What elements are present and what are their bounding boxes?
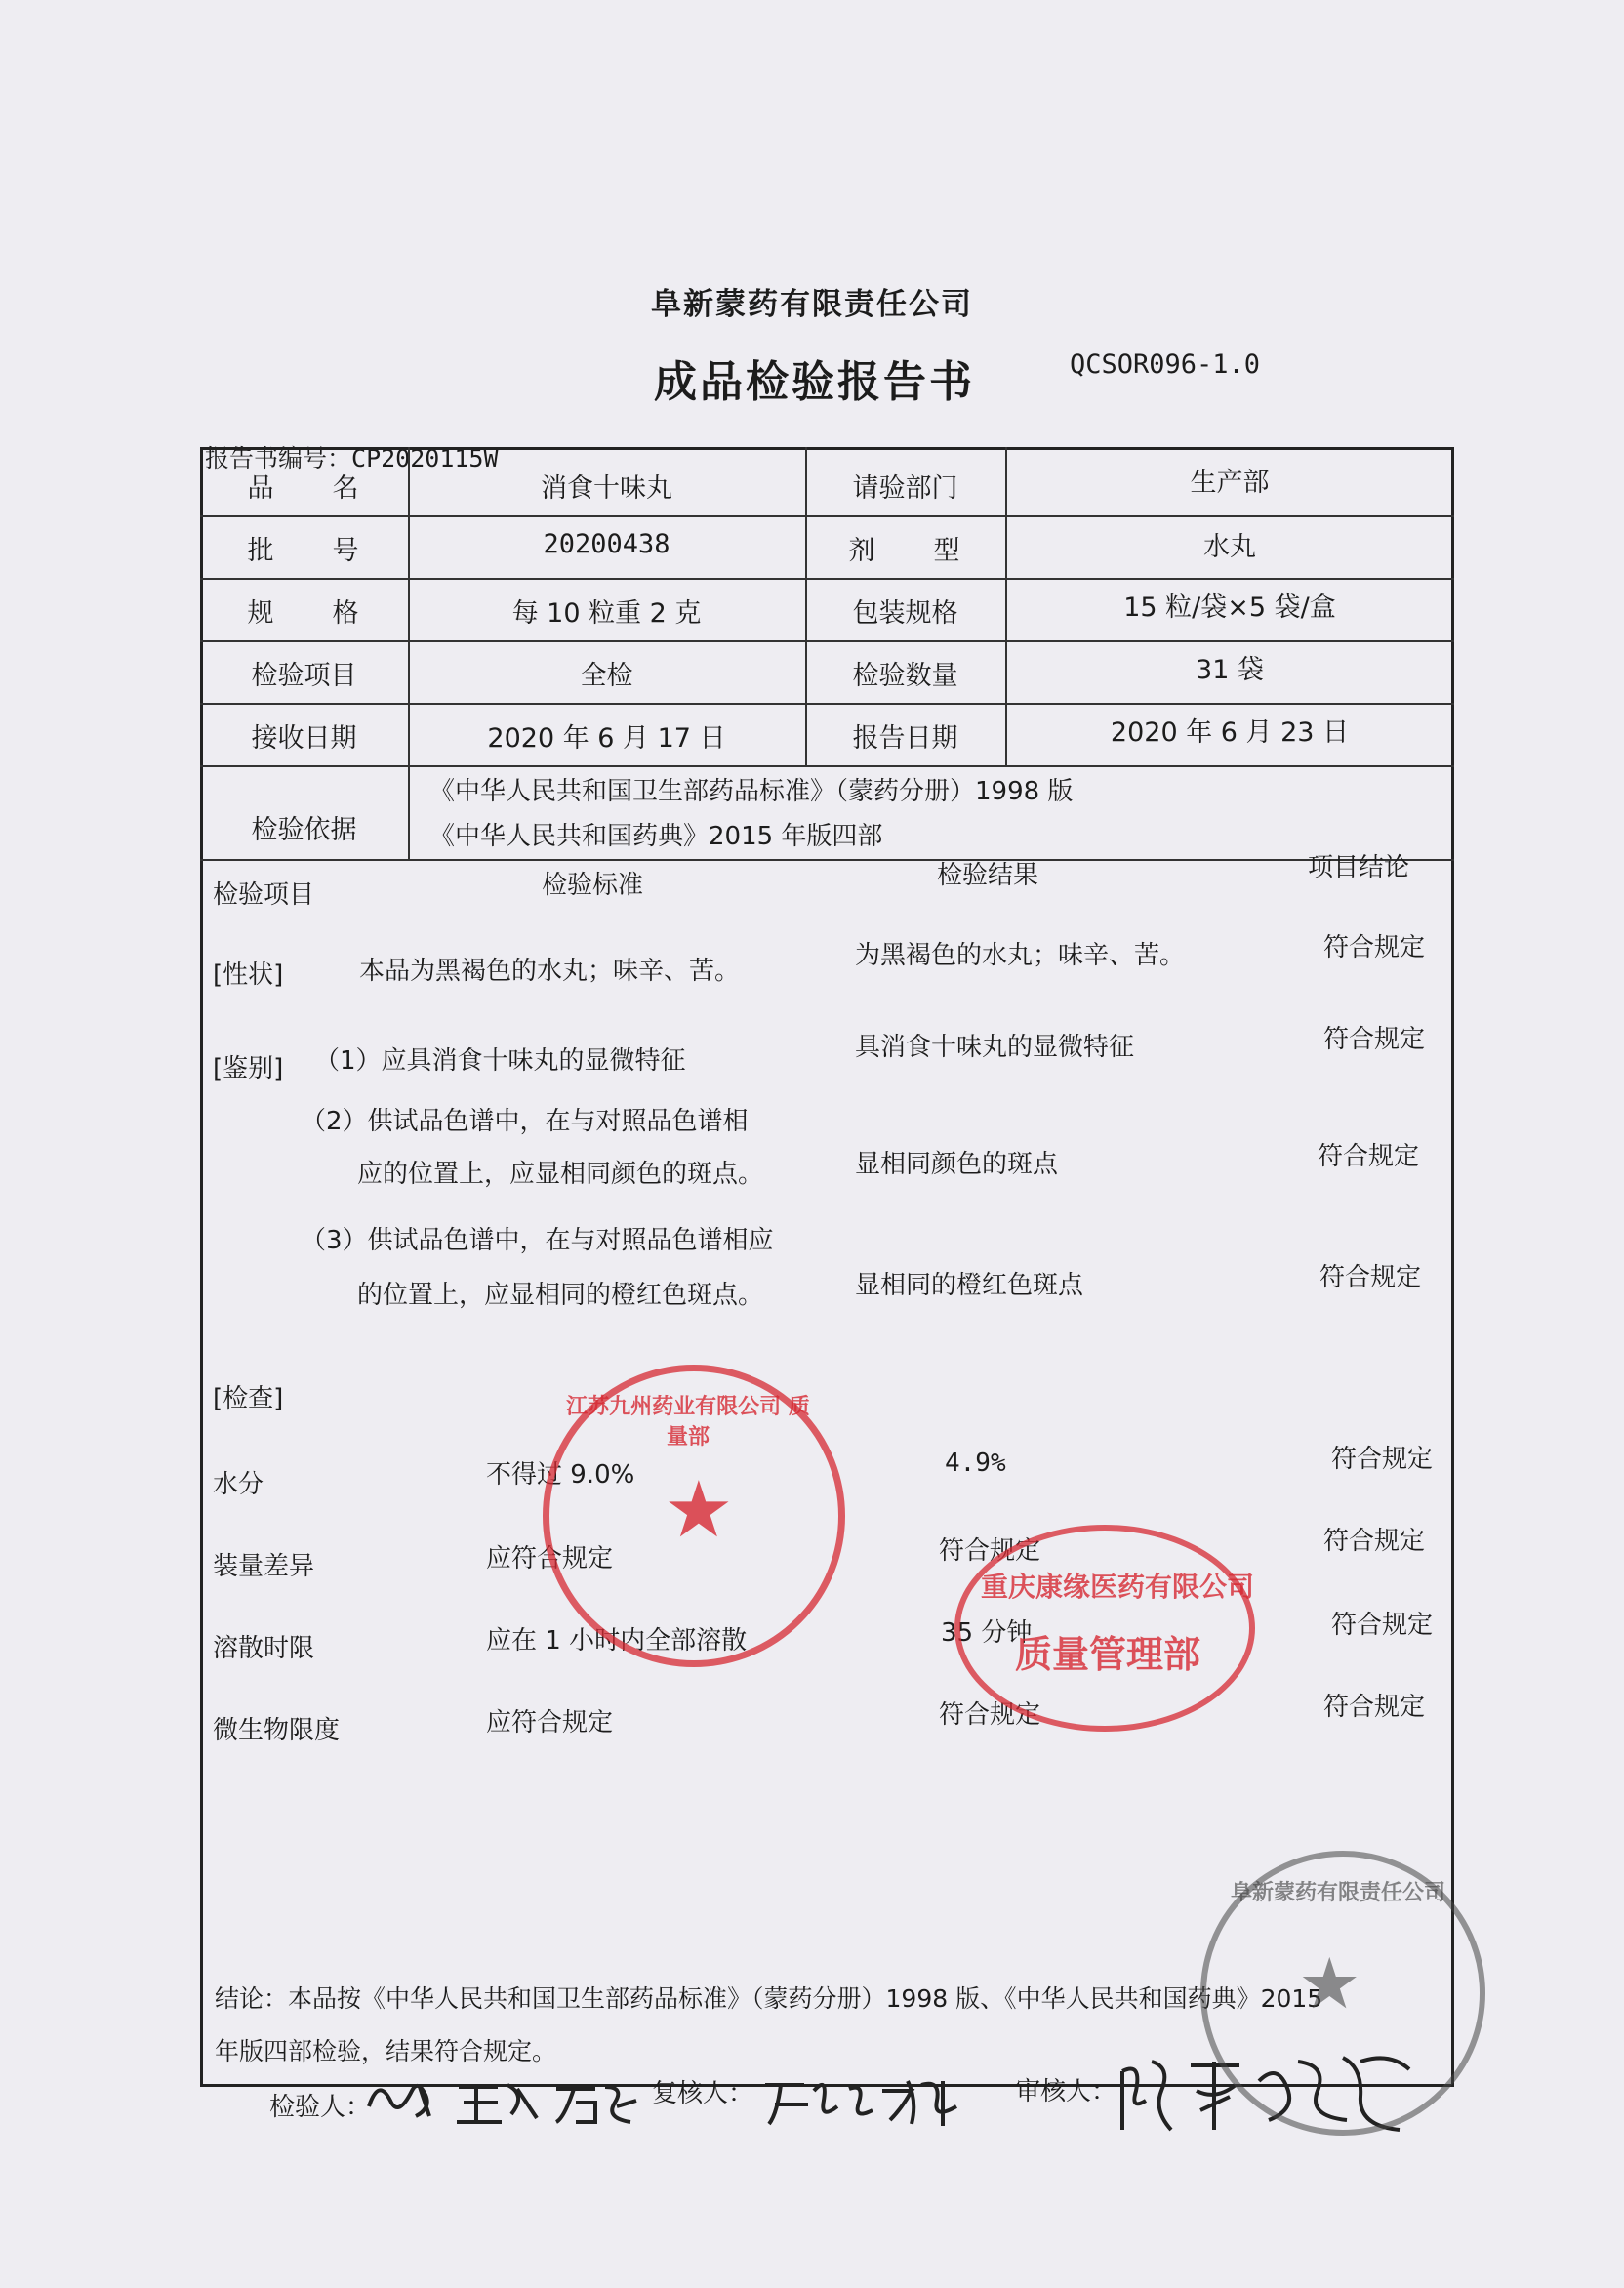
grid-line bbox=[200, 703, 1454, 705]
stamp-3-text: 阜新蒙药有限责任公司 bbox=[1230, 1881, 1445, 1905]
check-standard: 不得过 9.0% bbox=[486, 1460, 635, 1490]
check-standard: 应在 1 小时内全部溶散 bbox=[486, 1626, 748, 1655]
value-dept: 生产部 bbox=[1190, 468, 1270, 498]
grid-line bbox=[200, 578, 1454, 580]
inspector-signature bbox=[361, 2067, 654, 2136]
ident-result-3: 显相同的橙红色斑点 bbox=[855, 1271, 1084, 1300]
check-conclusion: 符合规定 bbox=[1331, 1445, 1434, 1474]
col-result: 检验结果 bbox=[937, 861, 1039, 890]
value-item: 全检 bbox=[580, 661, 633, 691]
check-item: 装量差异 bbox=[213, 1552, 315, 1581]
grid-line bbox=[200, 859, 1454, 861]
approver-label: 审核人： bbox=[1015, 2077, 1117, 2106]
basis-line-1: 《中华人民共和国卫生部药品标准》（蒙药分册）1998 版 bbox=[429, 777, 1074, 806]
label-basis: 检验依据 bbox=[251, 815, 357, 845]
report-number-value: CP2020115W bbox=[351, 444, 499, 472]
stamp-2-text-bottom: 质量管理部 bbox=[1015, 1633, 1201, 1676]
ident-conclusion-2: 符合规定 bbox=[1318, 1142, 1420, 1171]
stamp-1-text: 江苏九州药业有限公司 质量部 bbox=[566, 1395, 810, 1450]
stamp-2-text-top: 重庆康缘医药有限公司 bbox=[981, 1571, 1255, 1603]
check-conclusion: 符合规定 bbox=[1323, 1693, 1426, 1722]
label-recv: 接收日期 bbox=[251, 723, 357, 754]
traits-conclusion: 符合规定 bbox=[1323, 933, 1426, 962]
label-batch: 批 号 bbox=[247, 536, 361, 566]
reviewer-label: 复核人： bbox=[652, 2079, 754, 2108]
conclusion-line-2: 年版四部检验，结果符合规定。 bbox=[215, 2037, 557, 2065]
grid-line bbox=[200, 765, 1454, 767]
grid-line bbox=[200, 640, 1454, 642]
check-item: 微生物限度 bbox=[213, 1716, 341, 1745]
check-conclusion: 符合规定 bbox=[1323, 1527, 1426, 1556]
label-spec: 规 格 bbox=[247, 598, 361, 629]
stamp-3-star-icon: ★ bbox=[1298, 1942, 1361, 2024]
inspector-label: 检验人： bbox=[269, 2093, 372, 2122]
ident-result-2: 显相同颜色的斑点 bbox=[855, 1150, 1059, 1179]
value-form: 水丸 bbox=[1203, 532, 1256, 562]
label-form: 剂 型 bbox=[848, 536, 962, 566]
check-result: 4.9% bbox=[945, 1449, 1006, 1478]
check-standard: 应符合规定 bbox=[486, 1544, 614, 1573]
reviewer-signature bbox=[761, 2062, 966, 2140]
value-report-date: 2020 年 6 月 23 日 bbox=[1110, 717, 1350, 748]
traits-standard: 本品为黑褐色的水丸；味辛、苦。 bbox=[359, 957, 741, 986]
check-result: 符合规定 bbox=[939, 1536, 1041, 1566]
ident-standard-3a: （3）供试品色谱中，在与对照品色谱相应 bbox=[301, 1226, 774, 1255]
value-name: 消食十味丸 bbox=[541, 473, 672, 504]
check-result: 35 分钟 bbox=[941, 1618, 1033, 1648]
ident-conclusion-1: 符合规定 bbox=[1323, 1025, 1426, 1054]
ident-standard-2a: （2）供试品色谱中，在与对照品色谱相 bbox=[301, 1107, 749, 1136]
report-number-label: 报告书编号： bbox=[205, 444, 352, 472]
ident-result-1: 具消食十味丸的显微特征 bbox=[855, 1033, 1135, 1062]
ident-conclusion-3: 符合规定 bbox=[1320, 1263, 1422, 1292]
report-frame bbox=[200, 447, 1454, 2087]
ident-standard-3b: 的位置上，应显相同的橙红色斑点。 bbox=[357, 1281, 764, 1310]
label-item: 检验项目 bbox=[251, 661, 357, 691]
ident-label: [鉴别] bbox=[213, 1054, 284, 1083]
col-conclusion: 项目结论 bbox=[1308, 853, 1410, 882]
value-qty: 31 袋 bbox=[1196, 655, 1264, 685]
value-spec: 每 10 粒重 2 克 bbox=[511, 598, 702, 629]
label-qty: 检验数量 bbox=[852, 661, 958, 691]
check-result: 符合规定 bbox=[939, 1700, 1041, 1730]
traits-result: 为黑褐色的水丸；味辛、苦。 bbox=[855, 941, 1186, 970]
ident-standard-2b: 应的位置上，应显相同颜色的斑点。 bbox=[357, 1160, 764, 1189]
col-item: 检验项目 bbox=[213, 880, 315, 910]
document-code: QCSOR096-1.0 bbox=[1070, 349, 1261, 380]
label-dept: 请验部门 bbox=[852, 473, 958, 504]
label-name: 品 名 bbox=[247, 473, 361, 504]
check-standard: 应符合规定 bbox=[486, 1708, 614, 1737]
value-batch: 20200438 bbox=[543, 529, 670, 559]
value-recv: 2020 年 6 月 17 日 bbox=[487, 723, 726, 754]
basis-line-2: 《中华人民共和国药典》2015 年版四部 bbox=[429, 822, 883, 851]
label-pack: 包装规格 bbox=[852, 598, 958, 629]
company-name: 阜新蒙药有限责任公司 bbox=[651, 287, 973, 322]
grid-line bbox=[200, 515, 1454, 517]
star-icon: ★ bbox=[664, 1464, 734, 1555]
label-report-date: 报告日期 bbox=[852, 723, 958, 754]
check-conclusion: 符合规定 bbox=[1331, 1611, 1434, 1640]
conclusion-line-1: 结论：本品按《中华人民共和国卫生部药品标准》（蒙药分册）1998 版、《中华人民共和国药典》2015 bbox=[215, 1984, 1323, 2013]
check-label: [检查] bbox=[213, 1384, 284, 1413]
grid-line bbox=[408, 447, 410, 859]
check-item: 水分 bbox=[213, 1470, 264, 1499]
col-standard: 检验标准 bbox=[542, 871, 644, 900]
traits-label: [性状] bbox=[213, 960, 284, 990]
document-title: 成品检验报告书 bbox=[654, 357, 975, 407]
value-pack: 15 粒/袋×5 袋/盒 bbox=[1123, 592, 1336, 623]
ident-standard-1: （1）应具消食十味丸的显微特征 bbox=[314, 1046, 686, 1076]
check-item: 溶散时限 bbox=[213, 1634, 315, 1663]
